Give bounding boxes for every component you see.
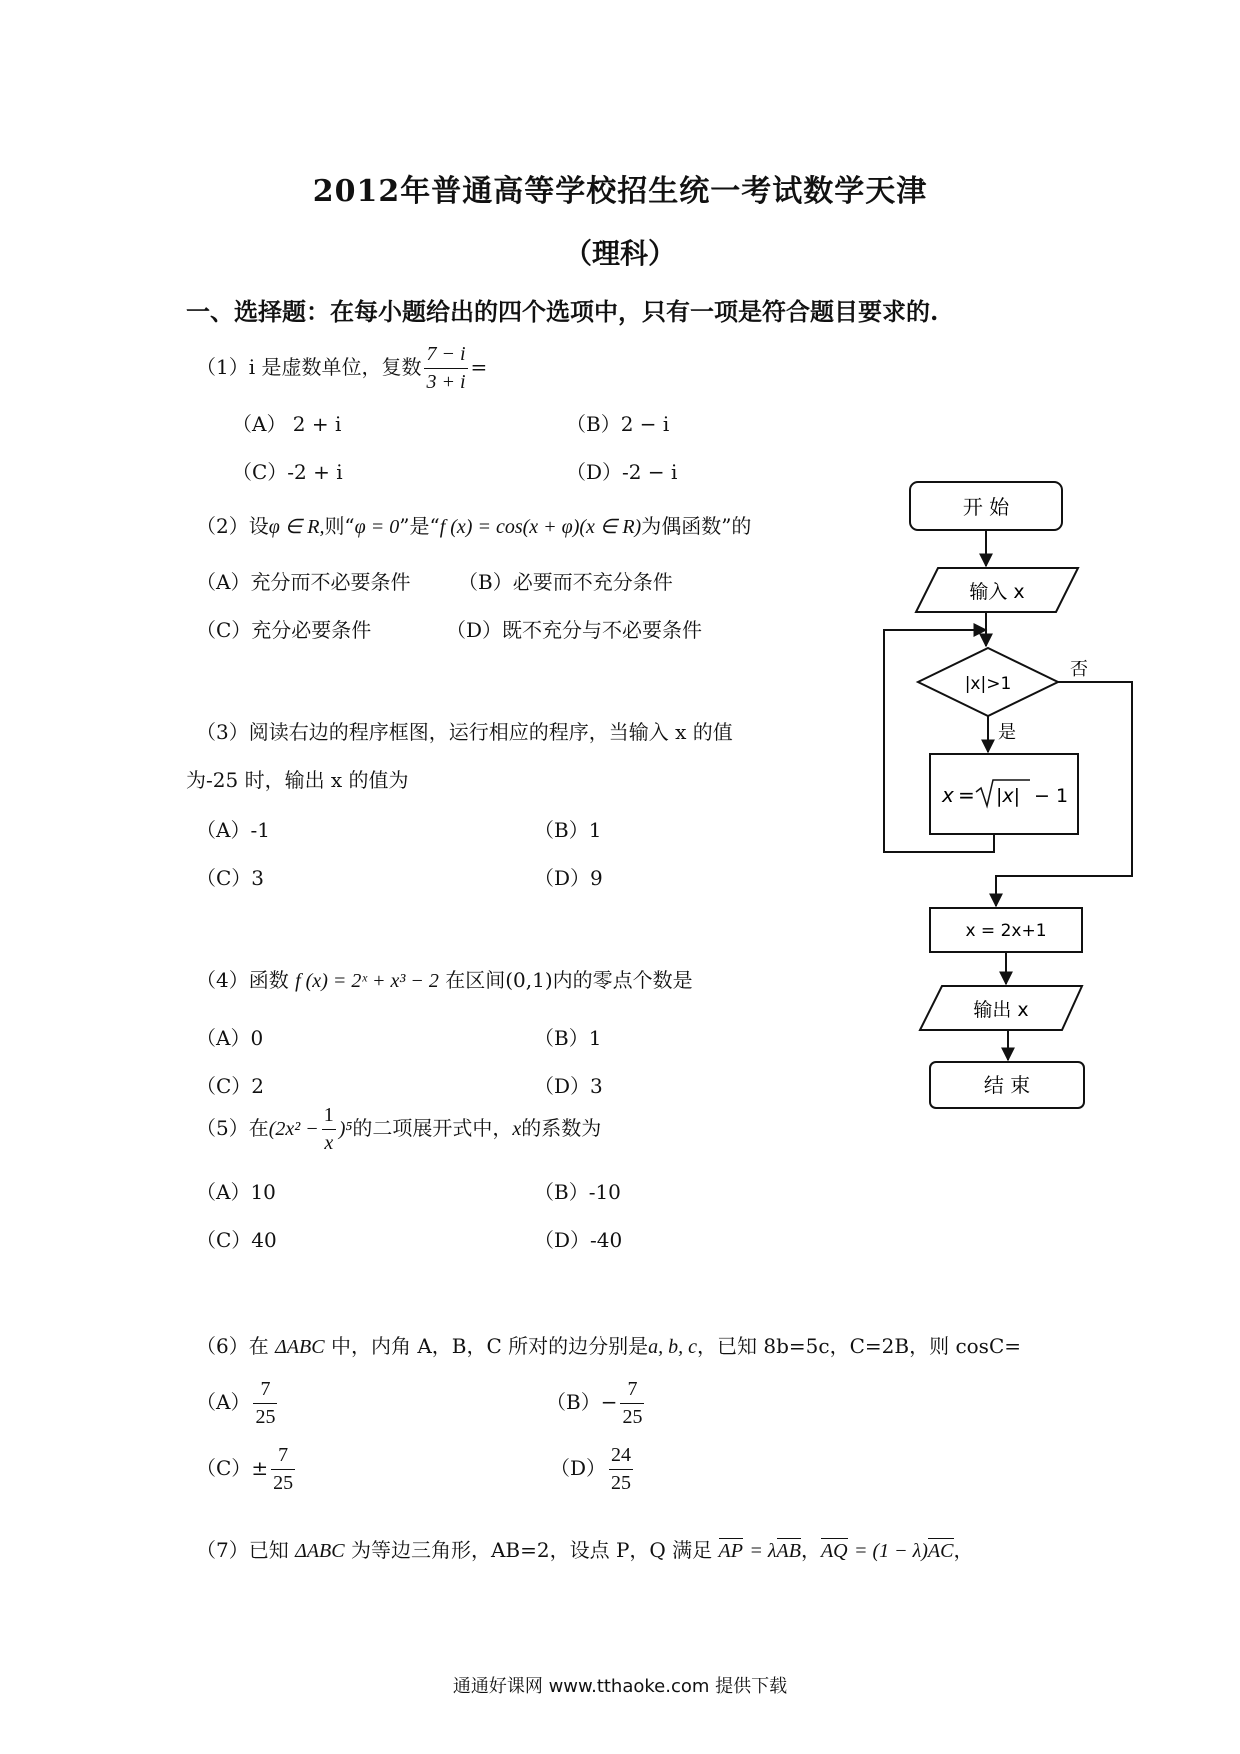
q1-option-c: （C）-2 + i xyxy=(232,460,343,484)
q6-option-b xyxy=(546,1378,647,1429)
q6-prefix: （6）在 xyxy=(196,1334,269,1358)
q5-option-a: （A）10 xyxy=(196,1180,276,1204)
q6-mid: 中，内角 A，B，C 所对的边分别是 xyxy=(330,1334,649,1358)
page-title: 2012年普通高等学校招生统一考试数学天津 xyxy=(312,174,928,209)
q5-fraction xyxy=(322,1104,336,1155)
q3-option-c: （C）3 xyxy=(196,866,265,890)
q7-eq1: = λ xyxy=(749,1540,777,1562)
q2-function: f (x) = cos(x + φ)(x ∈ R) xyxy=(439,516,642,538)
page-footer: 通通好课网 www.tthaoke.com 提供下载 xyxy=(452,1676,788,1697)
q3-option-a: （A）-1 xyxy=(196,818,270,842)
q6-b-fraction xyxy=(620,1378,644,1429)
q4-option-b: （B）1 xyxy=(534,1026,602,1050)
q3-option-b: （B）1 xyxy=(534,818,602,842)
q2-stem-d: 为偶函数”的 xyxy=(641,514,752,538)
q7-vector-aq: AQ xyxy=(820,1540,848,1562)
q2-stem-a: （2）设 xyxy=(196,514,269,538)
page-subtitle: （理科） xyxy=(563,237,676,270)
flowchart-assign2-label: x = 2x+1 xyxy=(965,921,1047,941)
q1-fraction xyxy=(424,343,467,394)
q5-numerator: 1 xyxy=(322,1104,336,1130)
question-5 xyxy=(196,1104,601,1155)
flowchart-yes-label: 是 xyxy=(998,722,1016,743)
q4-function: f (x) = 2ˣ + x³ − 2 xyxy=(295,970,439,992)
question-1 xyxy=(196,343,487,394)
q1-suffix: = xyxy=(470,355,488,379)
q6-a-den: 25 xyxy=(255,1406,276,1428)
q6-d-fraction xyxy=(609,1444,633,1495)
q5-denominator: x xyxy=(324,1132,334,1154)
q5-variable: x xyxy=(512,1118,522,1140)
q6-a-fraction xyxy=(253,1378,277,1429)
q2-condition-1: φ ∈ R, xyxy=(268,516,325,538)
q1-option-d: （D）-2 − i xyxy=(566,460,678,484)
q5-option-b: （B）-10 xyxy=(534,1180,621,1204)
q2-option-b: （B）必要而不充分条件 xyxy=(458,570,673,594)
flowchart-decision-label: |x|>1 xyxy=(964,674,1012,694)
q7-triangle: ΔABC xyxy=(295,1540,345,1562)
q4-prefix: （4）函数 xyxy=(196,968,289,992)
q1-denominator: 3 + i xyxy=(426,371,466,393)
flowchart-no-label: 否 xyxy=(1070,659,1088,680)
question-7 xyxy=(196,1534,974,1563)
q7-vector-ac: AC xyxy=(927,1540,954,1562)
q6-c-den: 25 xyxy=(273,1472,294,1494)
q2-option-c: （C）充分必要条件 xyxy=(196,618,372,642)
q6-a-num: 7 xyxy=(253,1378,277,1404)
q2-stem-b: 则“ xyxy=(324,514,355,538)
q1-numerator: 7 − i xyxy=(424,343,467,369)
q6-b-den: 25 xyxy=(622,1406,643,1428)
q7-prefix: （7）已知 xyxy=(196,1538,289,1562)
q6-sides: a, b, c xyxy=(648,1336,698,1358)
flowchart-input-label: 输入 x xyxy=(969,581,1025,603)
q7-vector-ap: AP xyxy=(718,1540,743,1562)
q5-suffix-a: 的二项展开式中， xyxy=(352,1116,513,1140)
q4-option-a: （A）0 xyxy=(196,1026,264,1050)
q5-expr-b: )⁵ xyxy=(338,1118,353,1140)
q2-option-a: （A）充分而不必要条件 xyxy=(196,570,411,594)
q6-c-label: （C） xyxy=(196,1456,252,1480)
q6-d-label: （D） xyxy=(550,1456,607,1480)
flowchart-output-label: 输出 x xyxy=(973,999,1029,1021)
q7-end: ， xyxy=(953,1538,974,1562)
question-2 xyxy=(196,510,751,539)
q6-option-a xyxy=(196,1378,280,1429)
q6-c-fraction xyxy=(271,1444,295,1495)
q4-option-c: （C）2 xyxy=(196,1074,265,1098)
q6-b-label: （B） xyxy=(546,1390,601,1414)
q6-b-num: 7 xyxy=(620,1378,644,1404)
question-6 xyxy=(196,1330,1021,1359)
q3-option-d: （D）9 xyxy=(534,866,603,890)
q6-b-sign: − xyxy=(600,1390,618,1414)
q5-suffix-b: 的系数为 xyxy=(521,1116,602,1140)
q5-option-c: （C）40 xyxy=(196,1228,277,1252)
q2-option-d: （D）既不充分与不必要条件 xyxy=(446,618,703,642)
q2-condition-2: φ = 0 xyxy=(354,516,400,538)
question-3-line-1: （3）阅读右边的程序框图，运行相应的程序，当输入 x 的值 xyxy=(196,720,733,744)
q4-suffix: 在区间(0,1)内的零点个数是 xyxy=(445,968,693,992)
q5-expr-a: (2x² − xyxy=(268,1118,319,1140)
question-3-line-2: 为-25 时，输出 x 的值为 xyxy=(186,768,409,792)
q1-prefix: （1）i 是虚数单位，复数 xyxy=(196,355,422,379)
flowchart xyxy=(870,470,1150,1140)
q6-triangle: ΔABC xyxy=(275,1336,325,1358)
q6-d-den: 25 xyxy=(611,1472,632,1494)
flowchart-assign-arg: |x| xyxy=(996,785,1021,807)
q7-mid: 为等边三角形，AB=2，设点 P，Q 满足 xyxy=(350,1538,713,1562)
q6-d-num: 24 xyxy=(609,1444,633,1470)
q2-stem-c: ”是“ xyxy=(399,514,440,538)
q4-option-d: （D）3 xyxy=(534,1074,603,1098)
q6-option-d xyxy=(550,1444,636,1495)
q7-comma: ， xyxy=(800,1538,821,1562)
q7-vector-ab: AB xyxy=(776,1540,801,1562)
question-4 xyxy=(196,964,693,993)
flowchart-assign-lhs: x xyxy=(942,783,954,807)
q5-option-d: （D）-40 xyxy=(534,1228,623,1252)
q1-option-b: （B）2 − i xyxy=(566,412,670,436)
q6-suffix: ，已知 8b=5c，C=2B，则 cosC= xyxy=(697,1334,1022,1358)
q6-a-label: （A） xyxy=(196,1390,251,1414)
flowchart-assign-eq: = xyxy=(958,783,975,807)
q6-c-num: 7 xyxy=(271,1444,295,1470)
q7-eq2: = (1 − λ) xyxy=(853,1540,928,1562)
q6-c-sign: ± xyxy=(251,1456,269,1480)
flowchart-end-label: 结 束 xyxy=(983,1073,1031,1097)
q6-option-c xyxy=(196,1444,298,1495)
q1-option-a: （A） 2 + i xyxy=(232,412,342,436)
flowchart-assign-tail: − 1 xyxy=(1034,785,1069,807)
q5-prefix: （5）在 xyxy=(196,1116,269,1140)
flowchart-start-label: 开 始 xyxy=(962,495,1010,519)
section-heading: 一、选择题：在每小题给出的四个选项中，只有一项是符合题目要求的. xyxy=(186,297,939,326)
